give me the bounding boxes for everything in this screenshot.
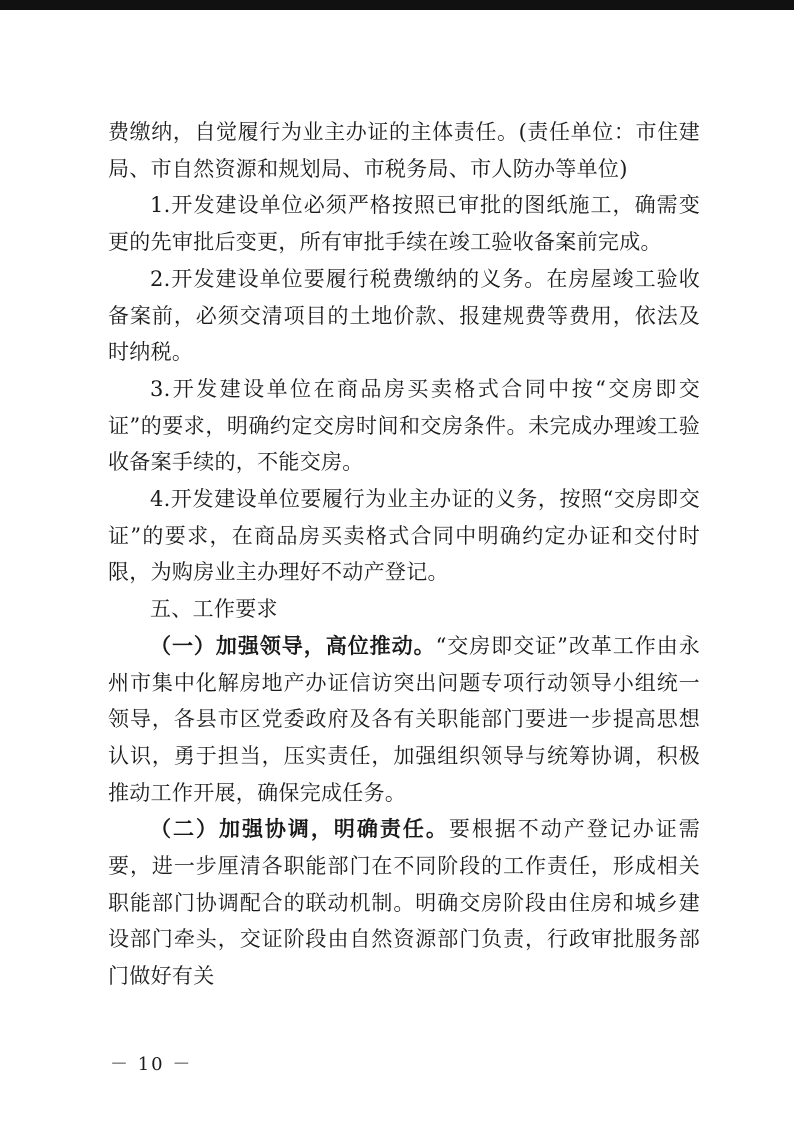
paragraph-item-1: 1.开发建设单位必须严格按照已审批的图纸施工，确需变更的先审批后变更，所有审批手续在竣工验收备案前完成。 (108, 193, 700, 255)
paragraph-lead-2: （二）加强协调，明确责任。 (150, 816, 449, 842)
paragraph-text-1: “交房即交证”改革工作由永州市集中化解房地产办证信访突出问题专项行动领导小组统一领导，各县市区党委政府及各有关职能部门要进一步提高思想认识，勇于担当，压实责任，加强组织领导与统筹协调，积极推动工作开展，确保完成任务。 (108, 633, 700, 805)
paragraph-item-2: 2.开发建设单位要履行税费缴纳的义务。在房屋竣工验收备案前，必须交清项目的土地价款、报建规费等费用，依法及时纳税。 (108, 266, 700, 365)
paragraph-text-2: 要根据不动产登记办证需要，进一步厘清各职能部门在不同阶段的工作责任，形成相关职能部门协调配合的联动机制。明确交房阶段由住房和城乡建设部门牵头，交证阶段由自然资源部门负责，行政审批服务部门做好有关 (108, 817, 700, 989)
paragraph-item-4: 4.开发建设单位要履行为业主办证的义务，按照“交房即交证”的要求，在商品房买卖格式合同中明确约定办证和交付时限，为购房业主办理好不动产登记。 (108, 487, 700, 585)
paragraph-lead-1: （一）加强领导，高位推动。 (150, 632, 436, 658)
section-heading: 五、工作要求 (150, 597, 278, 622)
paragraph-item-3: 3.开发建设单位在商品房买卖格式合同中按“交房即交证”的要求，明确约定交房时间和交房条件。未完成办理竣工验收备案手续的，不能交房。 (108, 376, 700, 475)
scan-top-border (0, 0, 794, 10)
paragraph-continuation: 费缴纳，自觉履行为业主办证的主体责任。(责任单位：市住建局、市自然资源和规划局、市税务局、市人防办等单位) (108, 120, 700, 181)
paragraph-requirement-1 (108, 628, 700, 812)
document-body (108, 114, 700, 995)
page-number: － 10 － (110, 1054, 193, 1075)
paragraph-requirement-2 (108, 811, 700, 995)
